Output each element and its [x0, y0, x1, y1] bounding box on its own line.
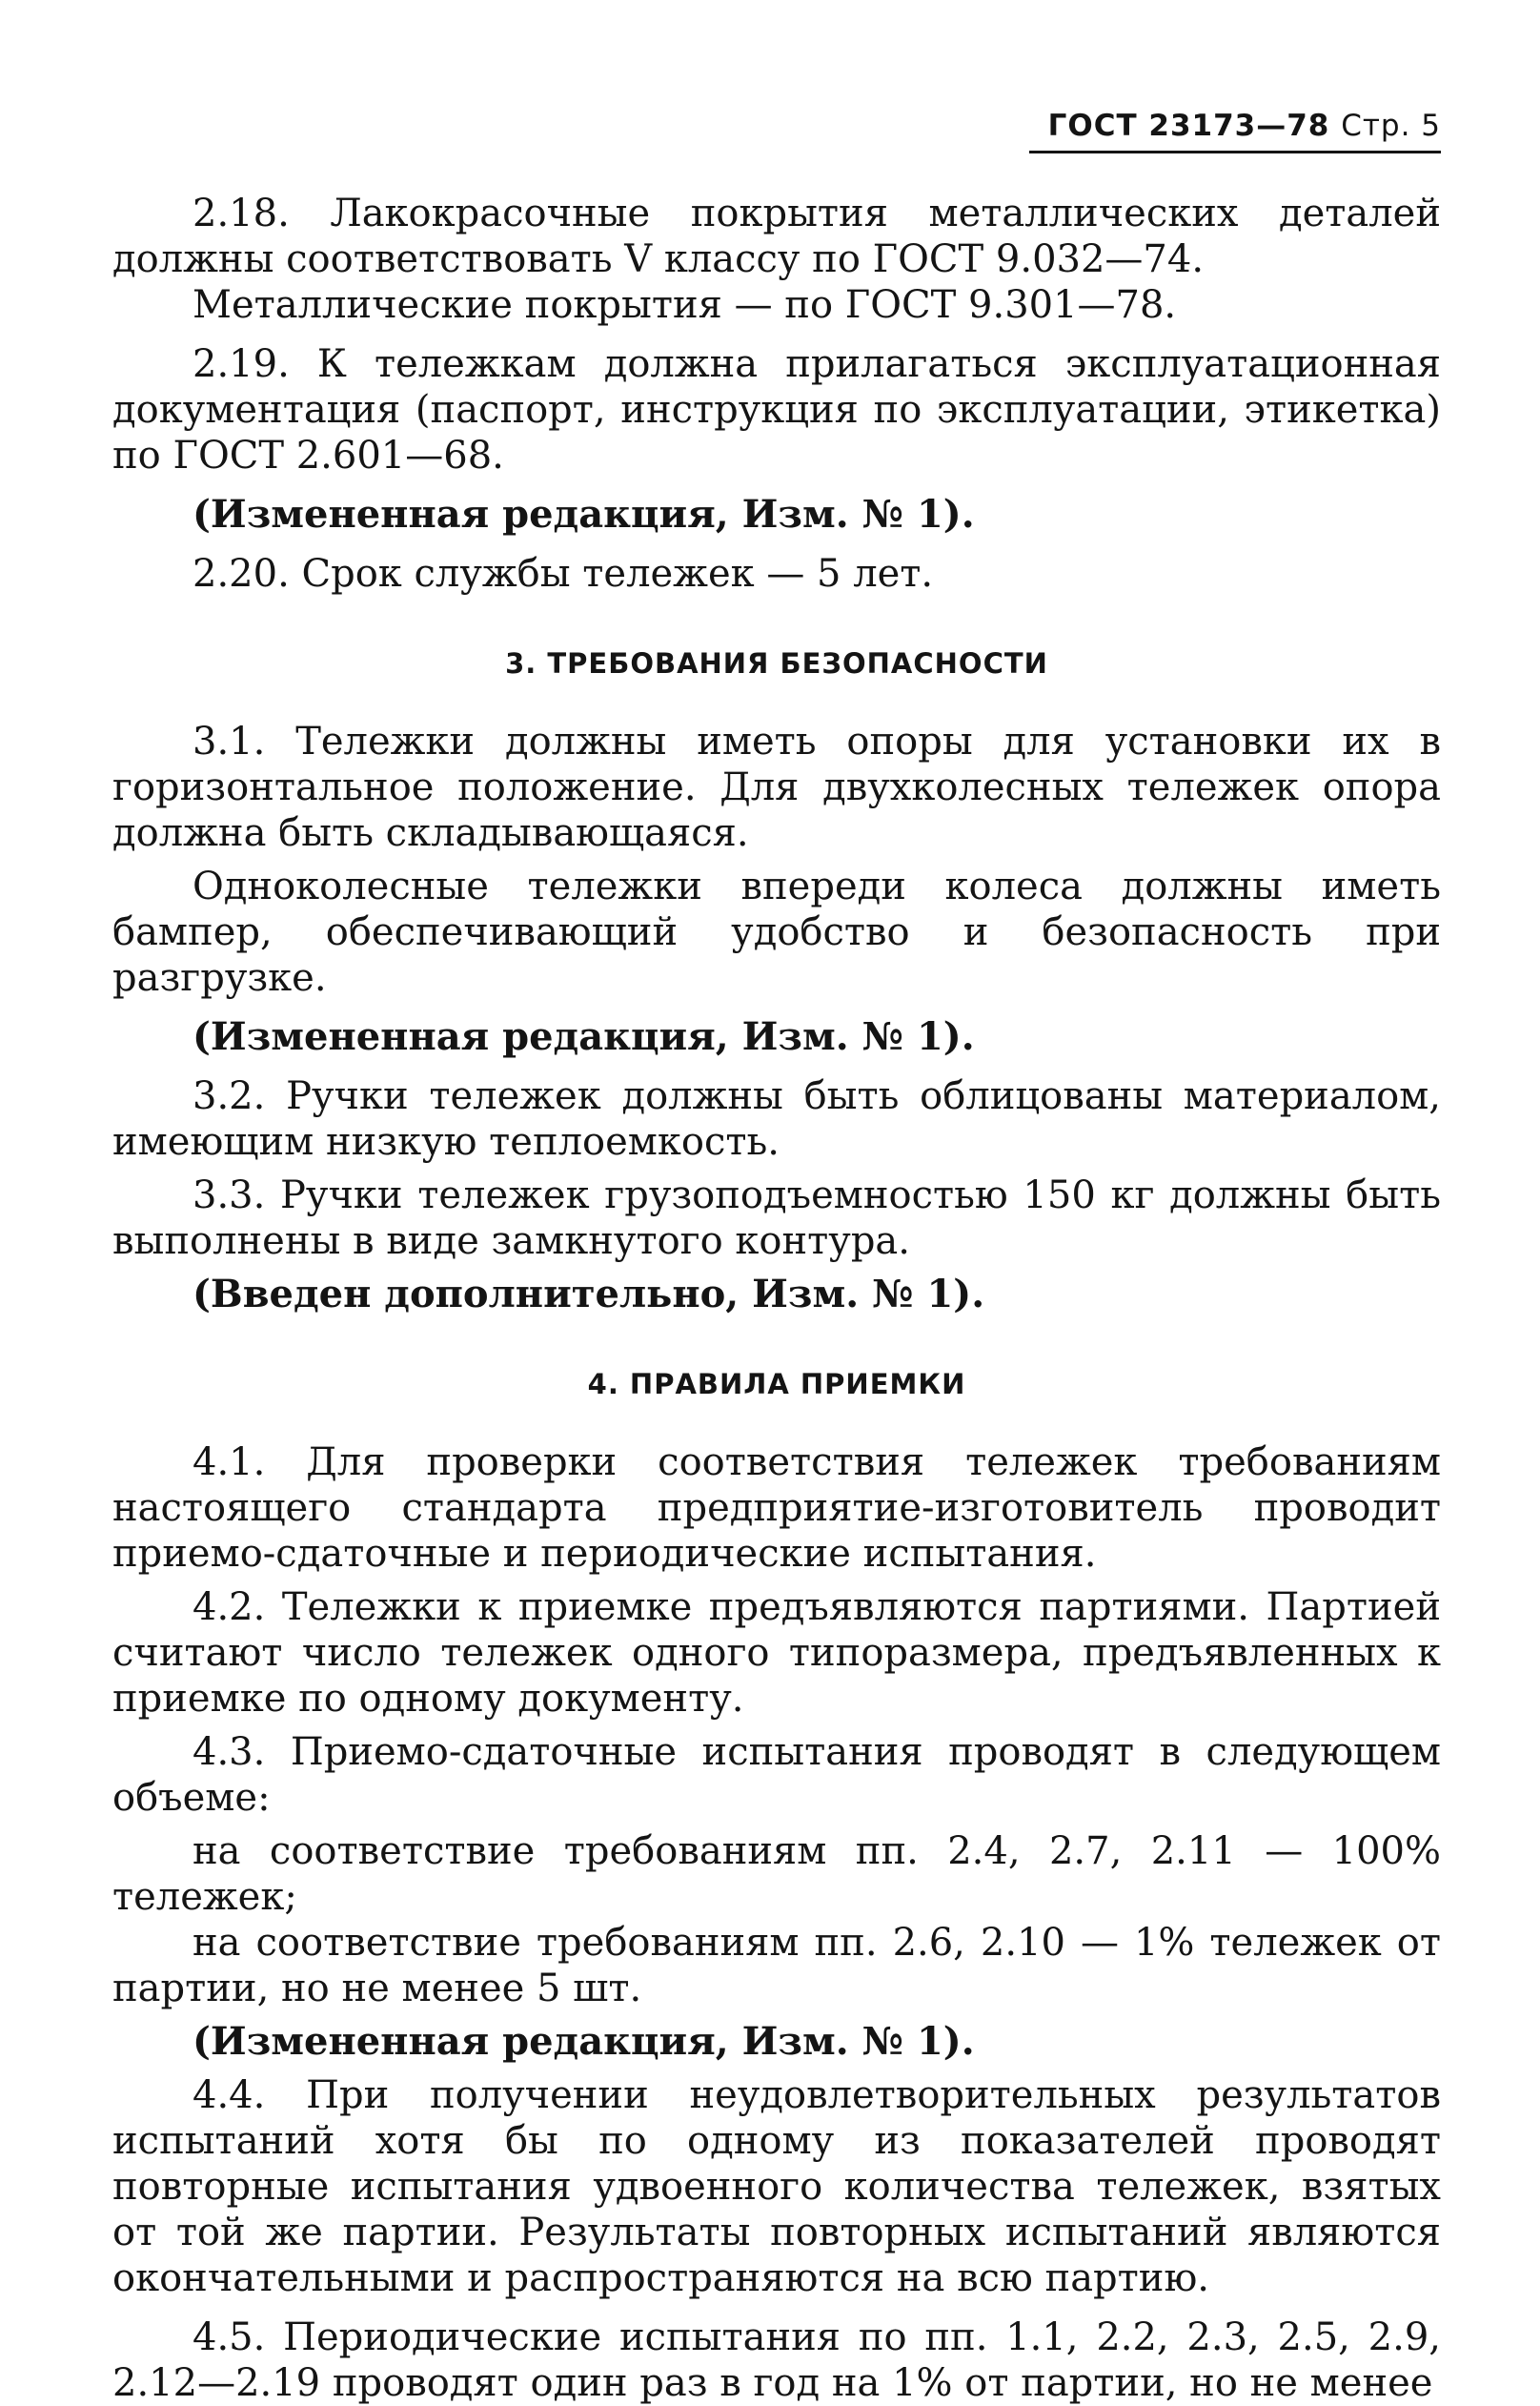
amendment-note: (Измененная редакция, Изм. № 1). [192, 1014, 975, 1059]
clause-2-20: 2.20. Срок службы тележек — 5 лет. [192, 552, 934, 596]
header-rule [1029, 151, 1441, 153]
clause-4-5: 4.5. Периодические испытания по пп. 1.1, 2.2, 2.3, 2.5, 2.9, 2.12—2.19 проводят один раз в год на 1% от партии, но не менее [112, 2315, 1441, 2405]
clause-3-1-bumper: Одноколесные тележки впереди колеса должны иметь бампер, обеспечивающий удобство и безопасность при разгрузке. [112, 865, 1441, 1000]
page-header [1029, 107, 1441, 145]
clause-3-2: 3.2. Ручки тележек должны быть облицованы материалом, имеющим низкую теплоемкость. [112, 1074, 1441, 1164]
section-heading-4: 4. ПРАВИЛА ПРИЕМКИ [587, 1368, 966, 1400]
amendment-note: (Измененная редакция, Изм. № 1). [192, 492, 975, 537]
clause-4-2: 4.2. Тележки к приемке предъявляются партиями. Партией считают число тележек одного типоразмера, предъявленных к приемке по одному документу. [112, 1585, 1441, 1721]
clause-4-4: 4.4. При получении неудовлетворительных результатов испытаний хотя бы по одному из показателей проводят повторные испытания удвоенного количества тележек, взятых от той же партии. Результаты повторных испытаний являются окончательными и распространяются на всю партию. [112, 2073, 1441, 2300]
clause-2-18-metal: Металлические покрытия — по ГОСТ 9.301—78. [192, 283, 1177, 327]
clause-4-3: 4.3. Приемо-сдаточные испытания проводят в следующем объеме: [112, 1730, 1441, 1820]
section-heading-3: 3. ТРЕБОВАНИЯ БЕЗОПАСНОСТИ [505, 647, 1048, 680]
clause-2-18: 2.18. Лакокрасочные покрытия металлических деталей должны соответствовать V классу по ГОСТ 9.032—74. [112, 192, 1441, 281]
clause-2-19: 2.19. К тележкам должна прилагаться эксплуатационная документация (паспорт, инструкция по эксплуатации, этикетка) по ГОСТ 2.601—68. [112, 342, 1441, 478]
clause-4-3-item-b: на соответствие требованиям пп. 2.6, 2.10 — 1% тележек от партии, но не менее 5 шт. [112, 1921, 1441, 2010]
clause-3-1: 3.1. Тележки должны иметь опоры для установки их в горизонтальное положение. Для двухколесных тележек опора должна быть складывающаяся. [112, 720, 1441, 855]
page-number: Стр. 5 [1341, 109, 1441, 143]
clause-4-1: 4.1. Для проверки соответствия тележек требованиям настоящего стандарта предприятие-изготовитель проводит приемо-сдаточные и периодические испытания. [112, 1440, 1441, 1576]
standard-number: ГОСТ 23173—78 [1047, 109, 1330, 143]
document-body [112, 191, 1441, 2406]
amendment-note: (Измененная редакция, Изм. № 1). [192, 2019, 975, 2064]
addition-note: (Введен дополнительно, Изм. № 1). [192, 1272, 985, 1316]
clause-4-3-item-a: на соответствие требованиям пп. 2.4, 2.7, 2.11 — 100% тележек; [112, 1829, 1441, 1919]
clause-3-3: 3.3. Ручки тележек грузоподъемностью 150 кг должны быть выполнены в виде замкнутого контура. [112, 1173, 1441, 1263]
